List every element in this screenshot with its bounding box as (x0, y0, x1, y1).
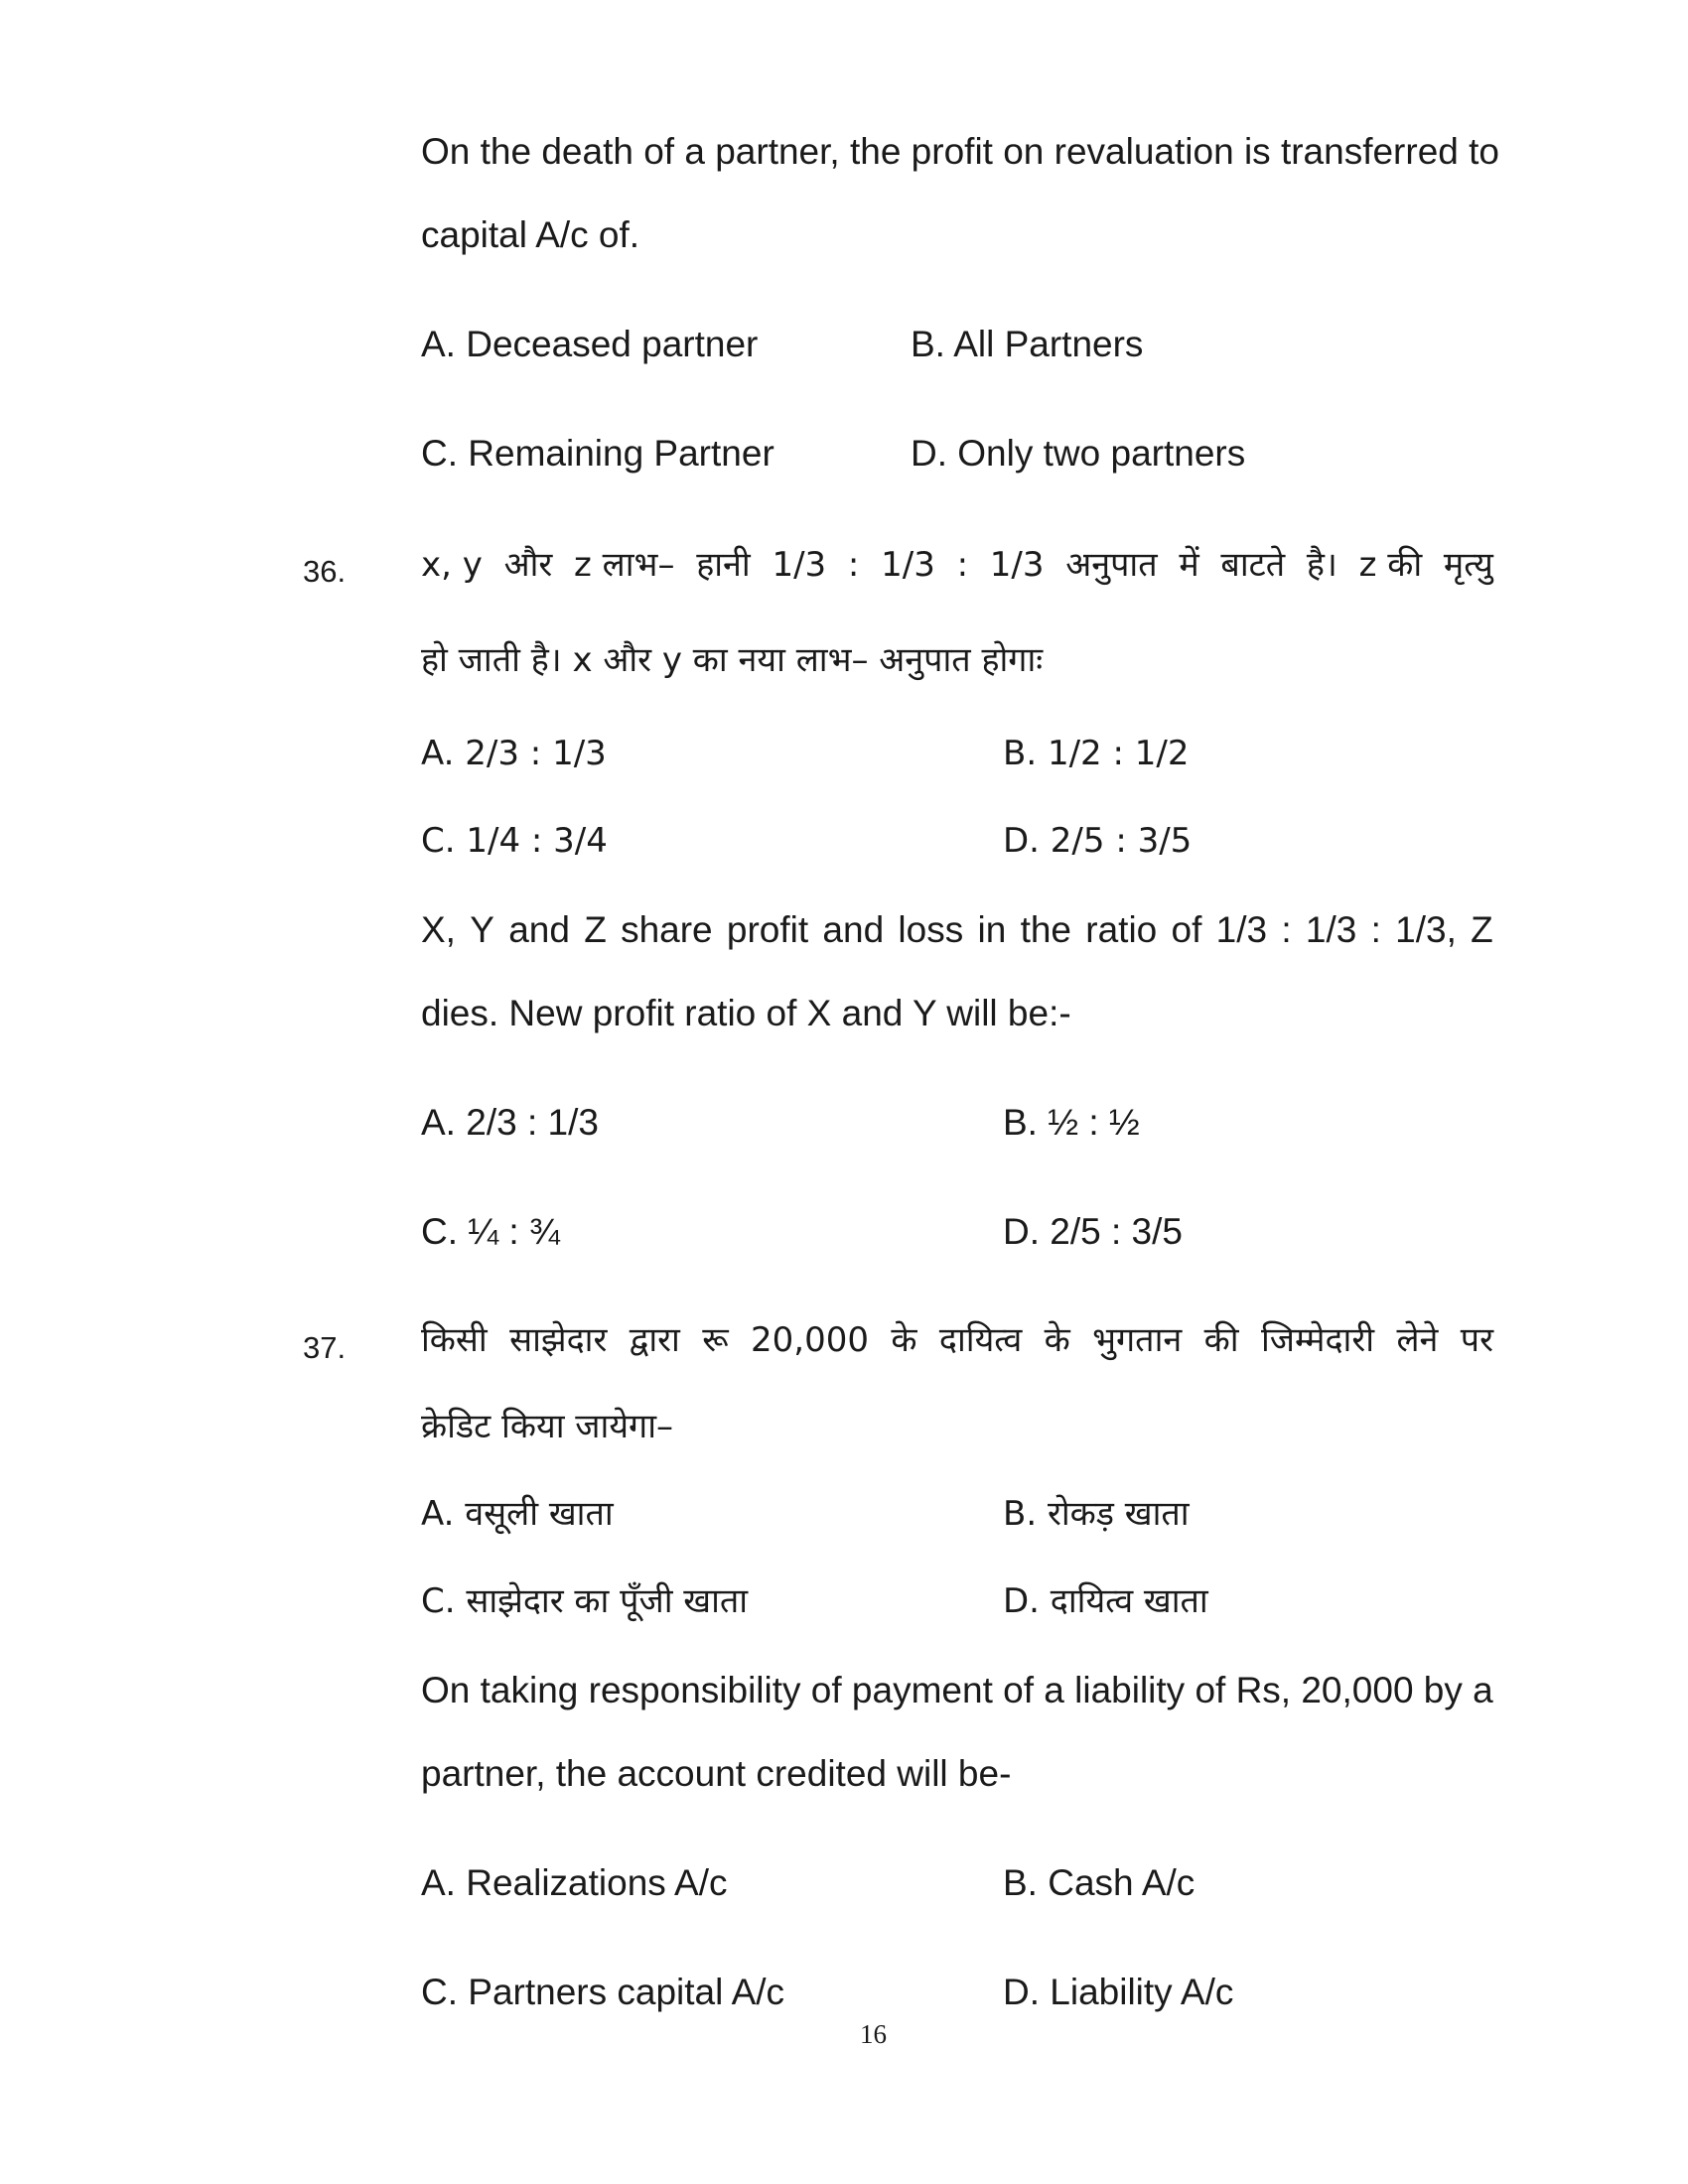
q36-en-word: X, (421, 909, 456, 950)
q36-hi-word: अनुपात (1065, 545, 1158, 585)
q36-en-word: of (1171, 909, 1202, 950)
q37-hi-word: भुगतान (1092, 1320, 1183, 1360)
q36-hi-word: है। (1306, 545, 1337, 585)
q36-hi-word: x, y (421, 545, 483, 585)
q36-en-option-a: A. 2/3 : 1/3 (421, 1102, 599, 1143)
q37-en-option-c: C. Partners capital A/c (421, 1972, 785, 2012)
q37-en-option-b: B. Cash A/c (1003, 1862, 1196, 1903)
q36-question-hi-line2: हो जाती है। x और y का नया लाभ– अनुपात होगाः (421, 640, 1044, 680)
q36-en-word: and (508, 909, 570, 950)
q37-question-en-line2: partner, the account credited will be- (421, 1753, 1012, 1794)
q36-en-word: Z (1471, 909, 1493, 950)
q36-en-word: Z (584, 909, 607, 950)
q36-en-word: Y (470, 909, 494, 950)
q36-hi-word: : (956, 545, 969, 585)
q36-hi-option-a: A. 2/3 : 1/3 (421, 734, 607, 773)
q37-number: 37. (303, 1330, 347, 1365)
q36-en-word: in (977, 909, 1007, 950)
q37-hi-option-a: A. वसूली खाता (421, 1494, 614, 1534)
q36-hi-word: 1/3 (881, 545, 935, 585)
q36-hi-word: 1/3 (772, 545, 827, 585)
q37-question-hi-line1 (421, 1320, 1493, 1360)
page-number: 16 (860, 2019, 887, 2049)
q37-en-option-d: D. Liability A/c (1003, 1972, 1234, 2012)
q36-en-word: loss (898, 909, 964, 950)
q37-hi-option-c: C. साझेदार का पूँजी खाता (421, 1581, 749, 1621)
q37-hi-word: के (891, 1320, 917, 1360)
q35-question-en-line2: capital A/c of. (421, 214, 640, 255)
q37-hi-word: लेने (1396, 1320, 1439, 1360)
q36-en-word: 1/3 (1305, 909, 1357, 950)
q36-question-en-line2: dies. New profit ratio of X and Y will be:- (421, 993, 1071, 1033)
q36-number: 36. (303, 554, 347, 589)
q36-hi-option-b: B. 1/2 : 1/2 (1003, 734, 1190, 773)
q37-hi-word: द्वारा (629, 1320, 680, 1360)
q36-en-word: 1/3 (1215, 909, 1268, 950)
q35-option-d: D. Only two partners (911, 433, 1246, 474)
q37-en-option-a: A. Realizations A/c (421, 1862, 728, 1903)
q36-en-option-c: C. ¼ : ¾ (421, 1211, 560, 1252)
q36-en-option-d: D. 2/5 : 3/5 (1003, 1211, 1183, 1252)
q36-en-word: share (621, 909, 713, 950)
q36-hi-word: : (847, 545, 860, 585)
q36-en-word: 1/3, (1395, 909, 1457, 950)
q36-en-option-b: B. ½ : ½ (1003, 1102, 1140, 1143)
q36-en-word: the (1020, 909, 1072, 950)
q36-question-hi-line1 (421, 545, 1493, 585)
q37-hi-word: रू (702, 1320, 729, 1360)
q37-hi-word: दायित्व (938, 1320, 1023, 1360)
q36-hi-word: z की (1358, 545, 1423, 585)
q35-option-c: C. Remaining Partner (421, 433, 774, 474)
q37-hi-word: 20,000 (751, 1320, 870, 1360)
q37-hi-word: के (1044, 1320, 1070, 1360)
q37-hi-word: किसी (421, 1320, 488, 1360)
q35-question-en-line1: On the death of a partner, the profit on revaluation is transferred to (421, 131, 1499, 172)
q36-hi-word: हानी (696, 545, 751, 585)
q36-hi-word: और (503, 545, 553, 585)
q36-hi-word: मृत्यु (1443, 545, 1493, 585)
q37-hi-word: जिम्मेदारी (1260, 1320, 1375, 1360)
q36-hi-option-c: C. 1/4 : 3/4 (421, 821, 608, 861)
q36-hi-word: में (1179, 545, 1199, 585)
q35-option-b: B. All Partners (911, 324, 1144, 364)
q36-en-word: ratio (1085, 909, 1158, 950)
q37-question-en-line1: On taking responsibility of payment of a liability of Rs, 20,000 by a (421, 1670, 1493, 1710)
q37-hi-word: की (1203, 1320, 1239, 1360)
q35-option-a: A. Deceased partner (421, 324, 759, 364)
q37-hi-word: पर (1460, 1320, 1493, 1360)
q37-hi-option-b: B. रोकड़ खाता (1003, 1494, 1190, 1534)
q36-en-word: : (1281, 909, 1292, 950)
q37-hi-word: साझेदार (509, 1320, 608, 1360)
q36-hi-option-d: D. 2/5 : 3/5 (1003, 821, 1193, 861)
q36-en-word: profit (726, 909, 809, 950)
q36-hi-word: 1/3 (989, 545, 1045, 585)
q36-en-word: and (822, 909, 885, 950)
q37-question-hi-line2: क्रेडिट किया जायेगा– (421, 1407, 674, 1446)
q36-hi-word: z लाभ– (574, 545, 675, 585)
q36-hi-word: बाटते (1220, 545, 1286, 585)
q37-hi-option-d: D. दायित्व खाता (1003, 1581, 1208, 1621)
q36-en-word: : (1370, 909, 1381, 950)
q36-question-en-line1 (421, 911, 1493, 948)
